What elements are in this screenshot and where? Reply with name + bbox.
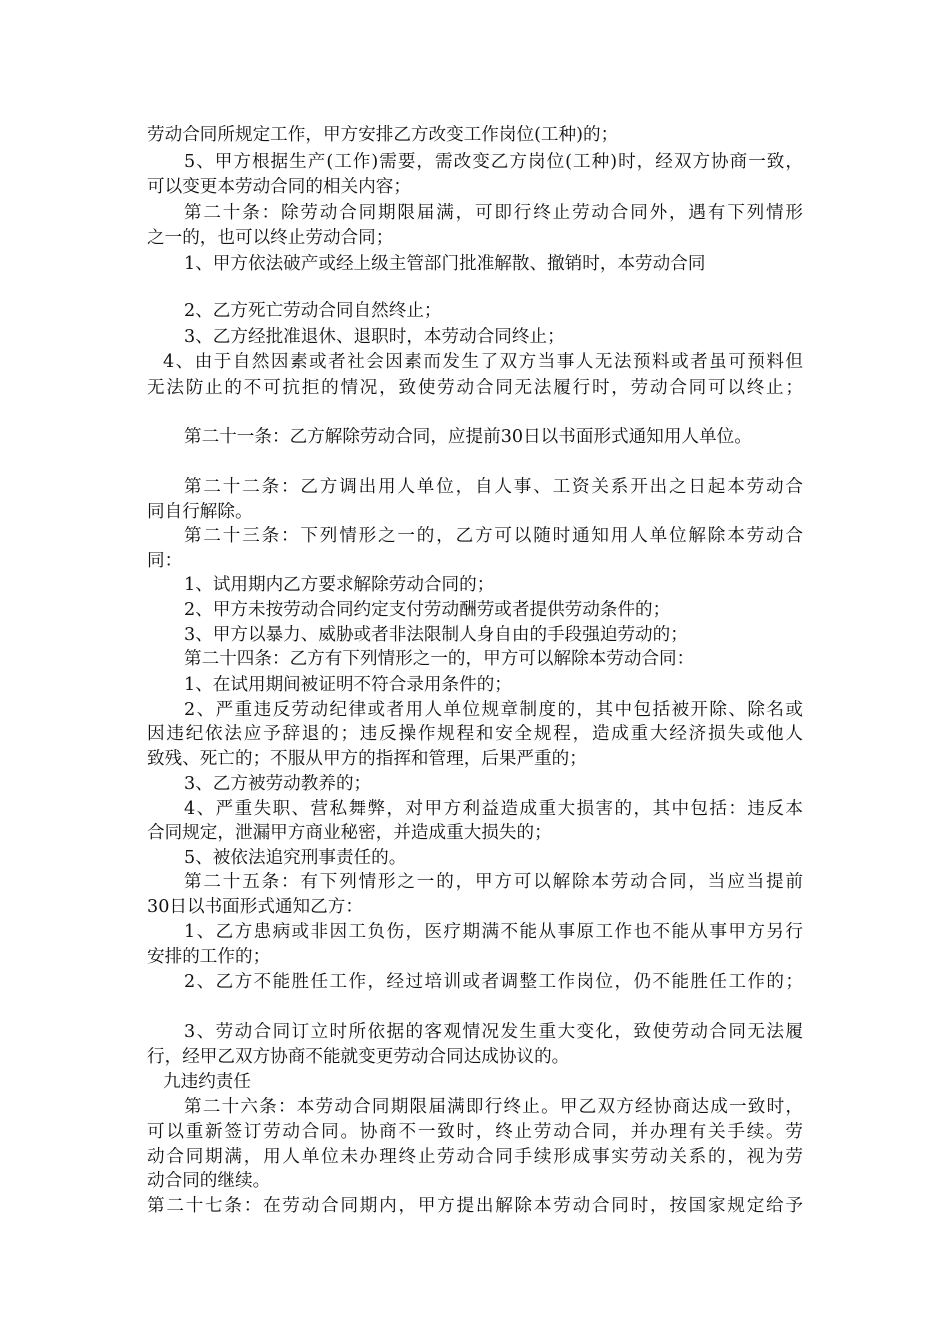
line-7: 2、乙方死亡劳动合同自然终止； bbox=[184, 301, 442, 321]
line-27: 5、被依法追究刑事责任的。 bbox=[184, 848, 407, 868]
line-1: 劳动合同所规定工作，甲方安排乙方改变工作岗位(工种)的； bbox=[147, 125, 619, 145]
line-9: 4、由于自然因素或者社会因素而发生了双方当事人无法预料或者虽可预料但 bbox=[163, 352, 803, 372]
line-18: 3、甲方以暴力、威胁或者非法限制人身自由的手段强迫劳动的； bbox=[184, 625, 688, 645]
line-8: 3、乙方经批准退休、退职时，本劳动合同终止； bbox=[184, 327, 565, 347]
line-5: 之一的，也可以终止劳动合同； bbox=[147, 228, 394, 248]
line-40: 第二十七条：在劳动合同期内，甲方提出解除本劳动合同时，按国家规定给予 bbox=[147, 1196, 803, 1216]
line-2: 5、甲方根据生产(工作)需要，需改变乙方岗位(工种)时，经双方协商一致， bbox=[184, 152, 803, 172]
line-35: 九违约责任 bbox=[163, 1072, 251, 1092]
line-17: 2、甲方未按劳动合同约定支付劳动酬劳或者提供劳动条件的； bbox=[184, 600, 671, 620]
line-36: 第二十六条：本劳动合同期限届满即行终止。甲乙双方经协商达成一致时， bbox=[184, 1097, 803, 1117]
line-12: 第二十二条：乙方调出用人单位，自人事、工资关系开出之日起本劳动合 bbox=[184, 477, 803, 497]
line-16: 1、试用期内乙方要求解除劳动合同的； bbox=[184, 575, 495, 595]
line-22: 因违纪依法应予辞退的；违反操作规程和安全规程，造成重大经济损失或他人 bbox=[147, 724, 803, 744]
line-3: 可以变更本劳动合同的相关内容； bbox=[147, 177, 411, 197]
line-24: 3、乙方被劳动教养的； bbox=[184, 774, 372, 794]
line-23: 致残、死亡的；不服从甲方的指挥和管理，后果严重的； bbox=[147, 749, 587, 769]
line-31: 安排的工作的； bbox=[147, 947, 271, 967]
line-34: 行，经甲乙双方协商不能就变更劳动合同达成协议的。 bbox=[147, 1047, 570, 1067]
line-37: 可以重新签订劳动合同。协商不一致时，终止劳动合同，并办理有关手续。劳 bbox=[147, 1122, 803, 1142]
line-20: 1、在试用期间被证明不符合录用条件的； bbox=[184, 675, 512, 695]
line-25: 4、严重失职、营私舞弊，对甲方利益造成重大损害的，其中包括：违反本 bbox=[184, 799, 803, 819]
line-39: 动合同的继续。 bbox=[147, 1171, 271, 1191]
line-13: 同自行解除。 bbox=[147, 502, 253, 522]
line-15: 同： bbox=[147, 551, 183, 571]
line-21: 2、严重违反劳动纪律或者用人单位规章制度的，其中包括被开除、除名或 bbox=[184, 700, 803, 720]
line-6: 1、甲方依法破产或经上级主管部门批准解散、撤销时，本劳动合同 bbox=[184, 254, 706, 274]
line-11: 第二十一条：乙方解除劳动合同，应提前30日以书面形式通知用人单位。 bbox=[184, 427, 752, 447]
line-38: 动合同期满，用人单位未办理终止劳动合同手续形成事实劳动关系的，视为劳 bbox=[147, 1147, 803, 1167]
line-19: 第二十四条：乙方有下列情形之一的，甲方可以解除本劳动合同： bbox=[184, 649, 695, 669]
line-4: 第二十条：除劳动合同期限届满，可即行终止劳动合同外，遇有下列情形 bbox=[184, 203, 803, 223]
line-30: 1、乙方患病或非因工负伤，医疗期满不能从事原工作也不能从事甲方另行 bbox=[184, 922, 803, 942]
line-14: 第二十三条：下列情形之一的，乙方可以随时通知用人单位解除本劳动合 bbox=[184, 526, 803, 546]
line-29: 30日以书面形式通知乙方： bbox=[147, 897, 363, 917]
line-28: 第二十五条：有下列情形之一的，甲方可以解除本劳动合同，当应当提前 bbox=[184, 872, 803, 892]
line-32: 2、乙方不能胜任工作，经过培训或者调整工作岗位，仍不能胜任工作的； bbox=[184, 972, 803, 992]
line-33: 3、劳动合同订立时所依据的客观情况发生重大变化，致使劳动合同无法履 bbox=[184, 1022, 803, 1042]
line-10: 无法防止的不可抗拒的情况，致使劳动合同无法履行时，劳动合同可以终止； bbox=[147, 378, 803, 398]
line-26: 合同规定，泄漏甲方商业秘密，并造成重大损失的； bbox=[147, 823, 552, 843]
